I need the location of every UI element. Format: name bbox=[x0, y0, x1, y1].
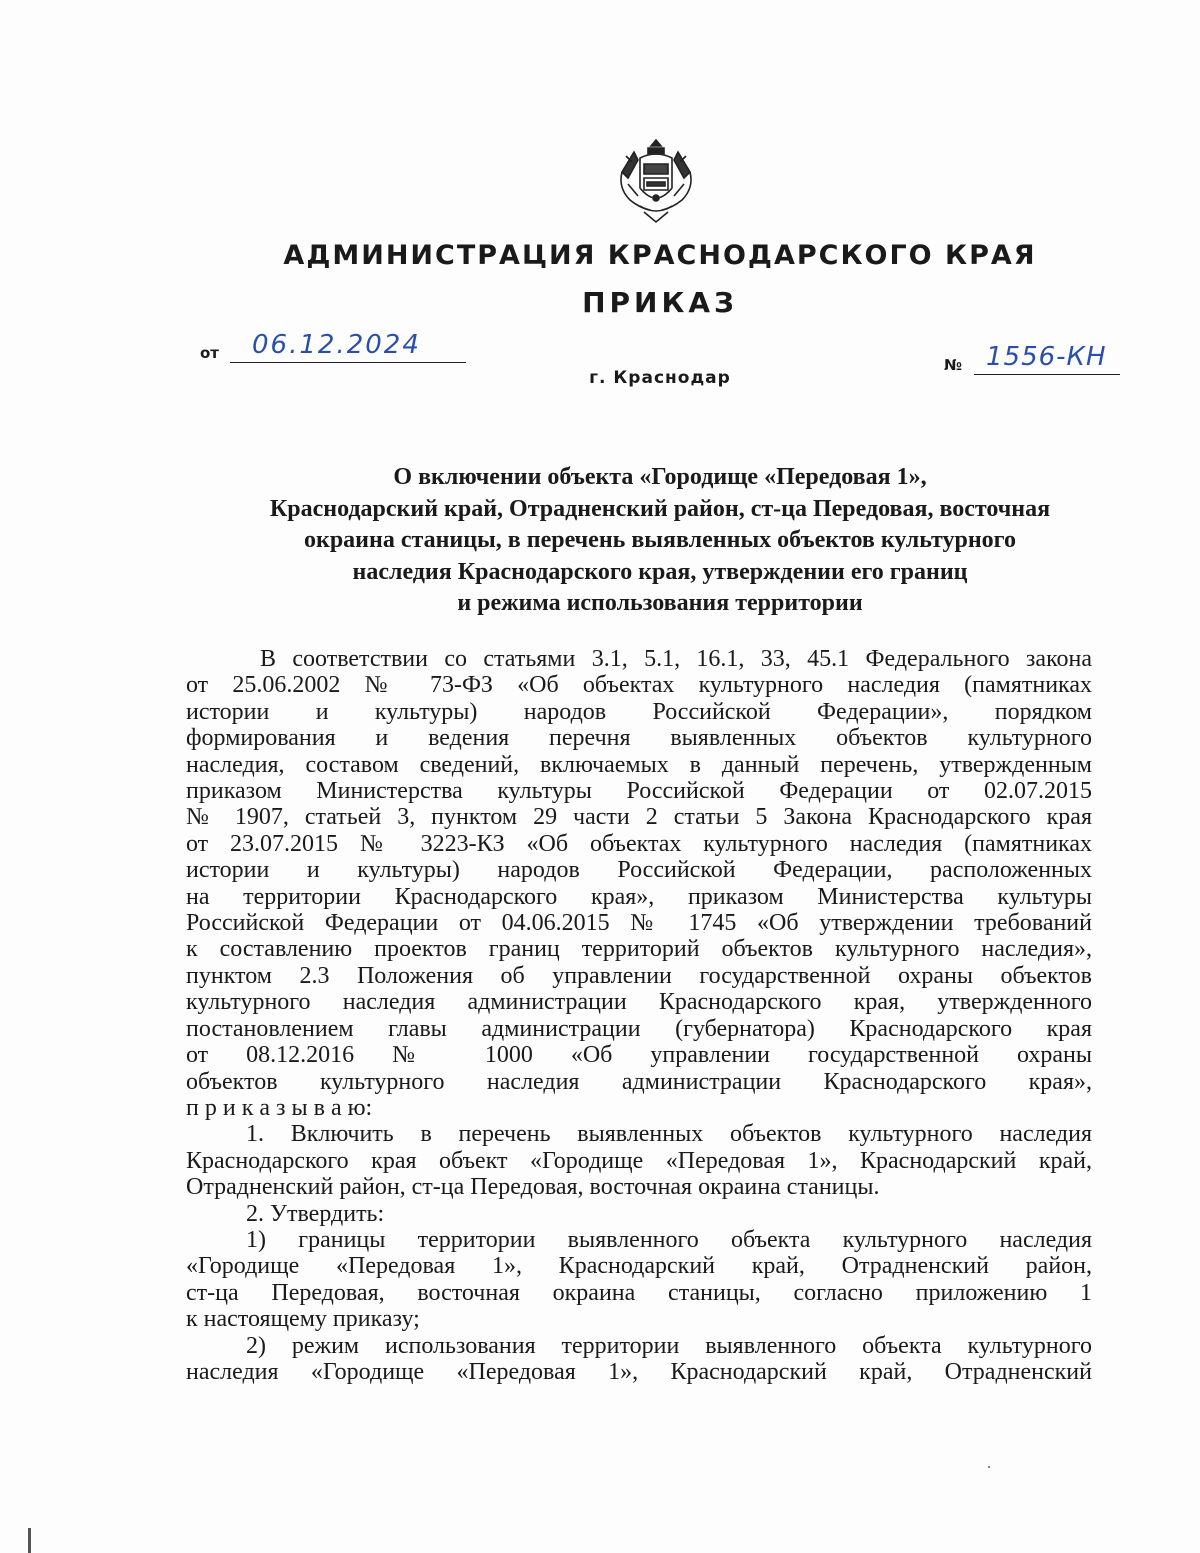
body-line: наследия, составом сведений, включаемых в данный перечень, утвержденным bbox=[186, 751, 1092, 778]
body-line: № 1907, статьей 3, пунктом 29 части 2 статьи 5 Закона Краснодарского края bbox=[186, 804, 1092, 831]
body-line: к настоящему приказу; bbox=[186, 1306, 420, 1333]
subject-line: наследия Краснодарского края, утверждении его границ bbox=[352, 558, 968, 585]
body-line: к составлению проектов границ территорий объектов культурного наследия», bbox=[186, 936, 1092, 963]
body-line: 1. Включить в перечень выявленных объектов культурного наследия bbox=[246, 1121, 1092, 1148]
city-label: г. Краснодар bbox=[589, 368, 731, 388]
coat-of-arms-icon bbox=[614, 136, 698, 226]
date-label: от bbox=[200, 344, 219, 362]
body-line: объектов культурного наследия администрации Краснодарского края», bbox=[186, 1068, 1092, 1095]
body-line: «Городище «Передовая 1», Краснодарский край, Отрадненский район, bbox=[186, 1253, 1092, 1280]
body-line: истории и культуры) народов Российской Федерации, расположенных bbox=[186, 857, 1092, 884]
scan-artifact bbox=[988, 1466, 990, 1468]
date-underline bbox=[230, 362, 466, 363]
document-body bbox=[186, 646, 1092, 1385]
number-label: № bbox=[944, 356, 963, 374]
document-type: ПРИКАЗ bbox=[582, 286, 738, 319]
body-line: постановлением главы администрации (губернатора) Краснодарского края bbox=[186, 1015, 1092, 1042]
body-line: ст-ца Передовая, восточная окраина станицы, согласно приложению 1 bbox=[186, 1279, 1092, 1306]
body-line: от 08.12.2016 № 1000 «Об управлении государственной охраны bbox=[186, 1042, 1092, 1069]
subject-line: О включении объекта «Городище «Передовая 1», bbox=[393, 464, 927, 490]
date-handwritten: 06.12.2024 bbox=[252, 330, 421, 360]
body-line: истории и культуры) народов Российской Федерации», порядком bbox=[186, 698, 1092, 725]
body-line: п р и к а з ы в а ю: bbox=[186, 1094, 373, 1121]
body-line: Краснодарского края объект «Городище «Передовая 1», Краснодарский край, bbox=[186, 1147, 1092, 1174]
body-line: культурного наследия администрации Краснодарского края, утвержденного bbox=[186, 989, 1092, 1016]
number-handwritten: 1556-КН bbox=[986, 342, 1107, 372]
body-line: от 23.07.2015 № 3223-КЗ «Об объектах культурного наследия (памятниках bbox=[186, 830, 1092, 857]
body-line: на территории Краснодарского края», приказом Министерства культуры bbox=[186, 883, 1092, 910]
subject-line: окраина станицы, в перечень выявленных объектов культурного bbox=[304, 527, 1016, 553]
organization-title: АДМИНИСТРАЦИЯ КРАСНОДАРСКОГО КРАЯ bbox=[283, 240, 1037, 271]
body-line: Российской Федерации от 04.06.2015 № 1745 «Об утверждении требований bbox=[186, 910, 1092, 937]
body-line: Отрадненский район, ст-ца Передовая, восточная окраина станицы. bbox=[186, 1174, 880, 1201]
scan-edge-artifact bbox=[28, 1528, 31, 1553]
body-line: приказом Министерства культуры Российской Федерации от 02.07.2015 bbox=[186, 778, 1092, 805]
subject-line: и режима использования территории bbox=[457, 590, 863, 616]
body-line: В соответствии со статьями 3.1, 5.1, 16.1, 33, 45.1 Федерального закона bbox=[260, 646, 1092, 672]
body-line: 2) режим использования территории выявленного объекта культурного bbox=[246, 1332, 1092, 1359]
body-line: формирования и ведения перечня выявленных объектов культурного bbox=[186, 725, 1092, 752]
subject-line: Краснодарский край, Отрадненский район, ст-ца Передовая, восточная bbox=[269, 495, 1051, 522]
body-line: пунктом 2.3 Положения об управлении государственной охраны объектов bbox=[186, 962, 1092, 989]
body-line: наследия «Городище «Передовая 1», Краснодарский край, Отрадненский bbox=[186, 1358, 1092, 1385]
body-line: 2. Утвердить: bbox=[246, 1200, 385, 1227]
body-line: от 25.06.2002 № 73-ФЗ «Об объектах культурного наследия (памятниках bbox=[186, 672, 1092, 699]
body-line: 1) границы территории выявленного объекта культурного наследия bbox=[246, 1226, 1092, 1253]
document-subject bbox=[180, 462, 1140, 620]
